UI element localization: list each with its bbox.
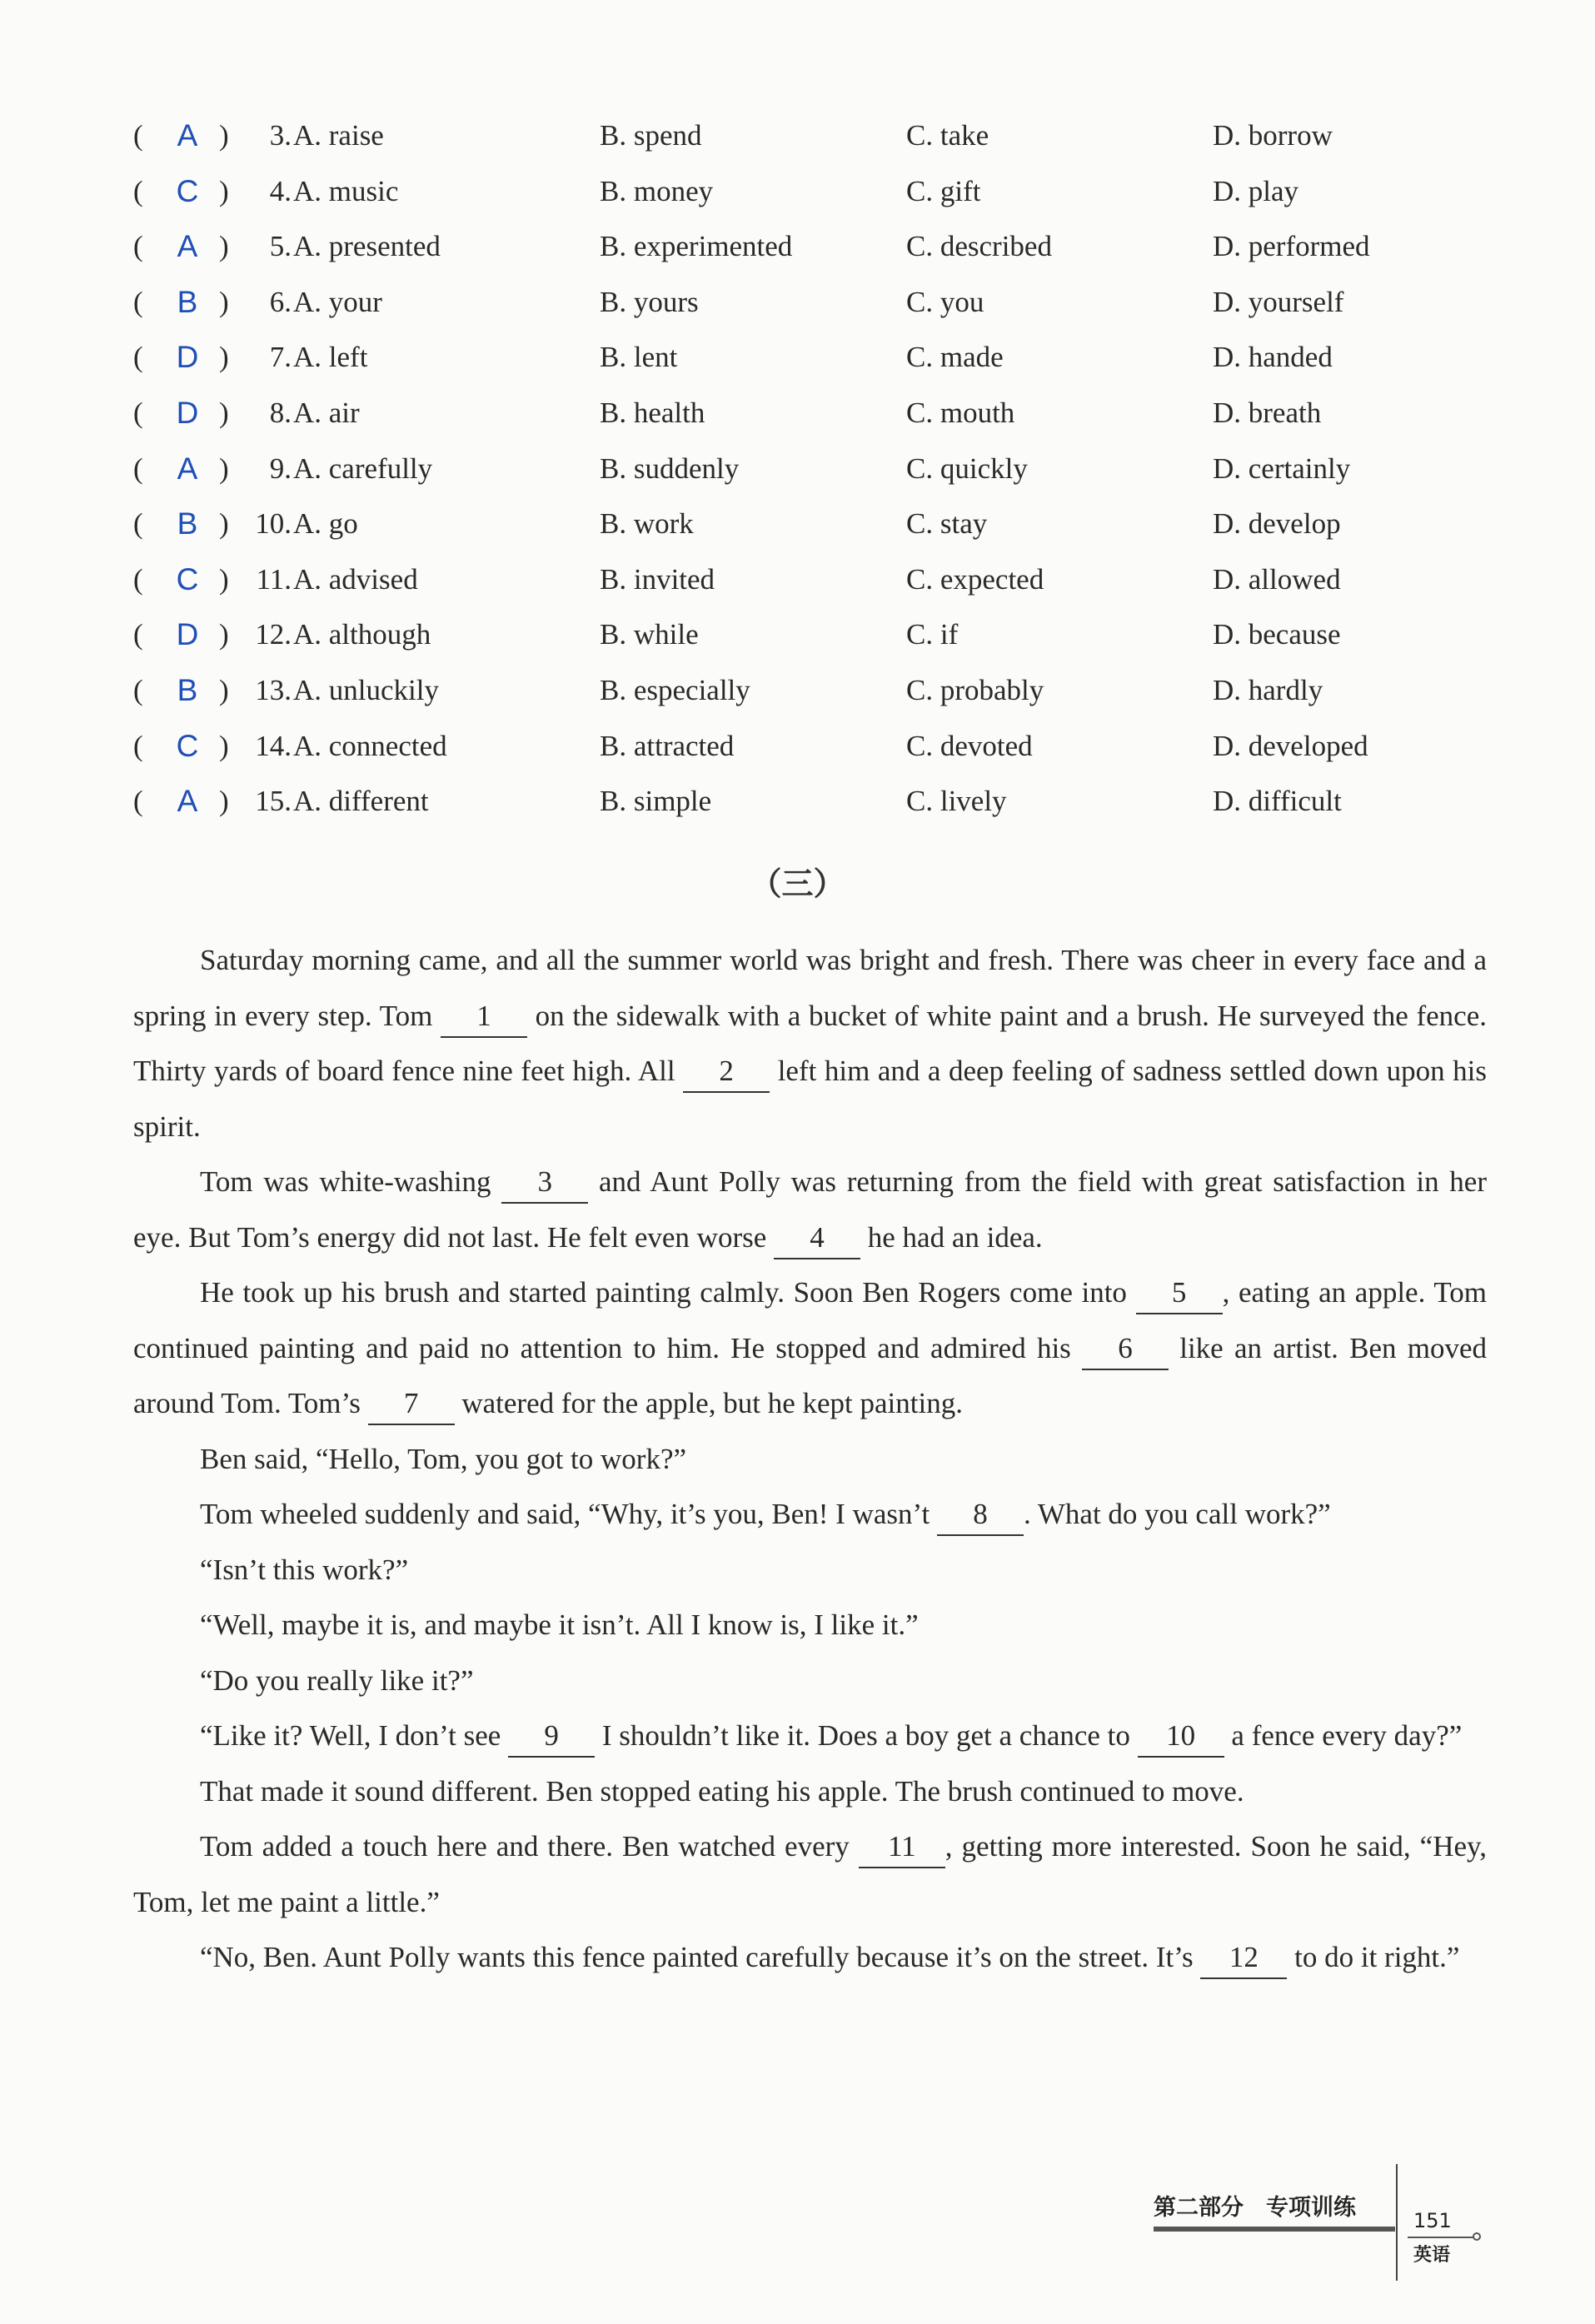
- paragraph: [133, 1708, 1487, 1764]
- option-c: C. probably: [906, 673, 1044, 706]
- question-row: [133, 330, 1466, 386]
- passage-text: Tom was white-washing: [200, 1165, 502, 1198]
- option-b: B. work: [600, 507, 694, 541]
- option-b: B. experimented: [600, 230, 793, 263]
- passage-text: to do it right.”: [1287, 1941, 1460, 1973]
- paragraph: [133, 933, 1487, 1155]
- question-number: 6.: [269, 285, 292, 318]
- question-row: [133, 496, 1466, 552]
- option-d: D. difficult: [1213, 785, 1342, 818]
- paragraph: “Do you really like it?”: [200, 1663, 474, 1697]
- paren-close: ): [219, 562, 229, 596]
- answer-letter: D: [176, 617, 199, 652]
- paren-open: (: [133, 562, 143, 596]
- passage-text: he had an idea.: [860, 1220, 1043, 1254]
- question-number: 4.: [269, 174, 292, 207]
- paren-close: ): [219, 729, 229, 762]
- section-title: （三）: [750, 865, 845, 902]
- paren-close: ): [219, 618, 229, 651]
- question-row: [133, 164, 1466, 220]
- answer-letter: D: [176, 340, 199, 375]
- answer-letter: B: [177, 672, 198, 707]
- paren-open: (: [133, 507, 143, 541]
- question-number: 13.: [255, 673, 292, 706]
- passage-text: watered for the apple, but he kept painting.: [454, 1387, 963, 1419]
- option-c: C. described: [906, 230, 1052, 263]
- option-c: C. take: [906, 119, 989, 152]
- blank-6: 6: [1082, 1329, 1169, 1370]
- option-d: D. yourself: [1213, 285, 1344, 318]
- page-number-rule: [1408, 2237, 1474, 2238]
- option-c: C. lively: [906, 785, 1007, 818]
- paragraph: [133, 1265, 1487, 1432]
- passage-text: left him and a deep feeling of sadness settled down upon his spirit.: [133, 1055, 1487, 1143]
- passage-text: Tom wheeled suddenly and said, “Why, it’s you, Ben! I wasn’t: [200, 1498, 938, 1530]
- answer-letter: A: [177, 784, 198, 819]
- footer-section-label: 第二部分 专项训练: [1154, 2195, 1356, 2221]
- answer-letter: A: [177, 451, 198, 486]
- paren-close: ): [219, 119, 229, 152]
- option-b: B. yours: [600, 285, 699, 318]
- option-b: B. simple: [600, 785, 712, 818]
- passage-text: like an artist. Ben moved around Tom. Tom’s: [133, 1331, 1488, 1419]
- multiple-choice-list: [133, 108, 1466, 830]
- subject-label: 英语: [1413, 2245, 1451, 2266]
- option-d: D. handed: [1213, 341, 1333, 374]
- blank-7: 7: [368, 1384, 455, 1425]
- question-number: 3.: [269, 119, 292, 152]
- paren-open: (: [133, 230, 143, 263]
- option-d: D. develop: [1213, 507, 1341, 541]
- question-number: 8.: [269, 396, 292, 429]
- paragraph: [133, 1487, 1487, 1543]
- option-c: C. stay: [906, 507, 988, 541]
- option-b: B. lent: [600, 341, 678, 374]
- option-a: A. unluckily: [293, 673, 439, 706]
- question-number: 5.: [269, 230, 292, 263]
- paren-open: (: [133, 174, 143, 207]
- option-d: D. developed: [1213, 729, 1368, 762]
- question-row: [133, 441, 1466, 497]
- option-d: D. play: [1213, 174, 1299, 207]
- answer-letter: B: [177, 284, 198, 319]
- question-number: 12.: [255, 618, 292, 651]
- passage-text: I shouldn’t like it. Does a boy get a chance to: [595, 1719, 1138, 1752]
- option-b: B. suddenly: [600, 451, 740, 485]
- option-b: B. while: [600, 618, 699, 651]
- paragraph: Ben said, “Hello, Tom, you got to work?”: [200, 1442, 687, 1475]
- option-c: C. devoted: [906, 729, 1033, 762]
- question-row: [133, 275, 1466, 331]
- option-b: B. invited: [600, 562, 715, 596]
- paren-close: ): [219, 507, 229, 541]
- blank-9: 9: [508, 1716, 595, 1758]
- option-d: D. performed: [1213, 230, 1370, 263]
- option-d: D. breath: [1213, 396, 1322, 429]
- option-a: A. your: [293, 285, 382, 318]
- option-a: A. although: [293, 618, 431, 651]
- option-d: D. certainly: [1213, 451, 1351, 485]
- answer-letter: C: [176, 173, 199, 208]
- question-number: 9.: [269, 451, 292, 485]
- option-d: D. hardly: [1213, 673, 1323, 706]
- question-number: 14.: [255, 729, 292, 762]
- option-d: D. because: [1213, 618, 1341, 651]
- paren-open: (: [133, 618, 143, 651]
- option-a: A. advised: [293, 562, 418, 596]
- passage-text: on the sidewalk with a bucket of white paint and a brush. He surveyed the fence. Thirty yards of board fence nine feet high. All: [133, 999, 1487, 1087]
- option-d: D. allowed: [1213, 562, 1341, 596]
- answer-letter: D: [176, 395, 199, 430]
- option-a: A. air: [293, 396, 360, 429]
- paren-close: ): [219, 396, 229, 429]
- question-row: [133, 108, 1466, 164]
- passage-text: “Like it? Well, I don’t see: [200, 1719, 509, 1752]
- paren-close: ): [219, 785, 229, 818]
- option-a: A. go: [293, 507, 358, 541]
- blank-3: 3: [501, 1162, 588, 1204]
- answer-letter: A: [177, 118, 198, 152]
- option-b: B. attracted: [600, 729, 735, 762]
- question-row: [133, 719, 1466, 775]
- paren-open: (: [133, 119, 143, 152]
- blank-1: 1: [441, 996, 527, 1038]
- question-row: [133, 663, 1466, 719]
- option-a: A. left: [293, 341, 368, 374]
- answer-letter: A: [177, 229, 198, 264]
- passage-text: , eating an apple. Tom continued painting and paid no attention to him. He stopped and admired his: [133, 1276, 1487, 1364]
- blank-11: 11: [859, 1827, 945, 1868]
- paren-close: ): [219, 174, 229, 207]
- option-b: B. spend: [600, 119, 702, 152]
- paragraph: [133, 1930, 1487, 1986]
- paragraph: “Well, maybe it is, and maybe it isn’t. All I know is, I like it.”: [200, 1608, 919, 1641]
- question-row: [133, 774, 1466, 830]
- option-b: B. especially: [600, 673, 750, 706]
- option-c: C. you: [906, 285, 984, 318]
- question-row: [133, 552, 1466, 608]
- question-row: [133, 386, 1466, 441]
- footer-divider: [1396, 2164, 1398, 2281]
- paren-close: ): [219, 341, 229, 374]
- paren-open: (: [133, 451, 143, 485]
- question-row: [133, 219, 1466, 275]
- passage-text: . What do you call work?”: [1024, 1498, 1331, 1530]
- answer-letter: C: [176, 728, 199, 763]
- answer-letter: C: [176, 561, 199, 596]
- passage-text: Tom added a touch here and there. Ben watched every: [200, 1830, 859, 1863]
- passage-text: Saturday morning came, and all the summer world was bright and fresh. There was cheer in every face and a spring in every step. Tom: [133, 944, 1487, 1032]
- page-dot-icon: [1473, 2232, 1481, 2241]
- paragraph: “Isn’t this work?”: [200, 1553, 409, 1586]
- paren-open: (: [133, 285, 143, 318]
- passage-text: and Aunt Polly was returning from the field with great satisfaction in her eye. But Tom’s energy did not last. He felt even worse: [133, 1165, 1487, 1254]
- question-number: 7.: [269, 341, 292, 374]
- question-row: [133, 607, 1466, 663]
- question-number: 15.: [255, 785, 292, 818]
- passage-text: “No, Ben. Aunt Polly wants this fence painted carefully because it’s on the street. It’s: [200, 1941, 1201, 1973]
- paren-close: ): [219, 230, 229, 263]
- answer-letter: B: [177, 506, 198, 541]
- option-c: C. made: [906, 341, 1004, 374]
- paragraph: [133, 1155, 1487, 1265]
- passage-text: He took up his brush and started painting calmly. Soon Ben Rogers come into: [200, 1276, 1136, 1309]
- footer-bar: [1154, 2227, 1395, 2232]
- paren-open: (: [133, 785, 143, 818]
- paragraph: That made it sound different. Ben stopped eating his apple. The brush continued to move.: [200, 1774, 1244, 1808]
- question-number: 11.: [256, 562, 292, 596]
- blank-12: 12: [1200, 1937, 1287, 1979]
- paragraph: [133, 1819, 1487, 1930]
- option-c: C. quickly: [906, 451, 1028, 485]
- option-c: C. mouth: [906, 396, 1015, 429]
- paren-open: (: [133, 729, 143, 762]
- blank-10: 10: [1138, 1716, 1224, 1758]
- option-d: D. borrow: [1213, 119, 1333, 152]
- option-a: A. music: [293, 174, 399, 207]
- paren-close: ): [219, 451, 229, 485]
- option-a: A. carefully: [293, 451, 433, 485]
- option-c: C. if: [906, 618, 959, 651]
- option-a: A. different: [293, 785, 429, 818]
- paren-open: (: [133, 396, 143, 429]
- passage-text: , getting more interested. Soon he said, “Hey, Tom, let me paint a little.”: [133, 1830, 1487, 1918]
- option-a: A. presented: [293, 230, 441, 263]
- paren-open: (: [133, 341, 143, 374]
- blank-4: 4: [774, 1218, 860, 1259]
- passage-text: a fence every day?”: [1224, 1719, 1463, 1752]
- option-b: B. health: [600, 396, 705, 429]
- option-a: A. connected: [293, 729, 447, 762]
- paren-close: ): [219, 285, 229, 318]
- option-c: C. gift: [906, 174, 981, 207]
- paren-open: (: [133, 673, 143, 706]
- option-b: B. money: [600, 174, 714, 207]
- option-c: C. expected: [906, 562, 1044, 596]
- blank-8: 8: [937, 1494, 1024, 1536]
- page-number: 151: [1413, 2209, 1452, 2232]
- question-number: 10.: [255, 507, 292, 541]
- paren-close: ): [219, 673, 229, 706]
- blank-2: 2: [683, 1051, 770, 1093]
- reading-passage: [133, 933, 1487, 1986]
- option-a: A. raise: [293, 119, 384, 152]
- blank-5: 5: [1136, 1273, 1223, 1314]
